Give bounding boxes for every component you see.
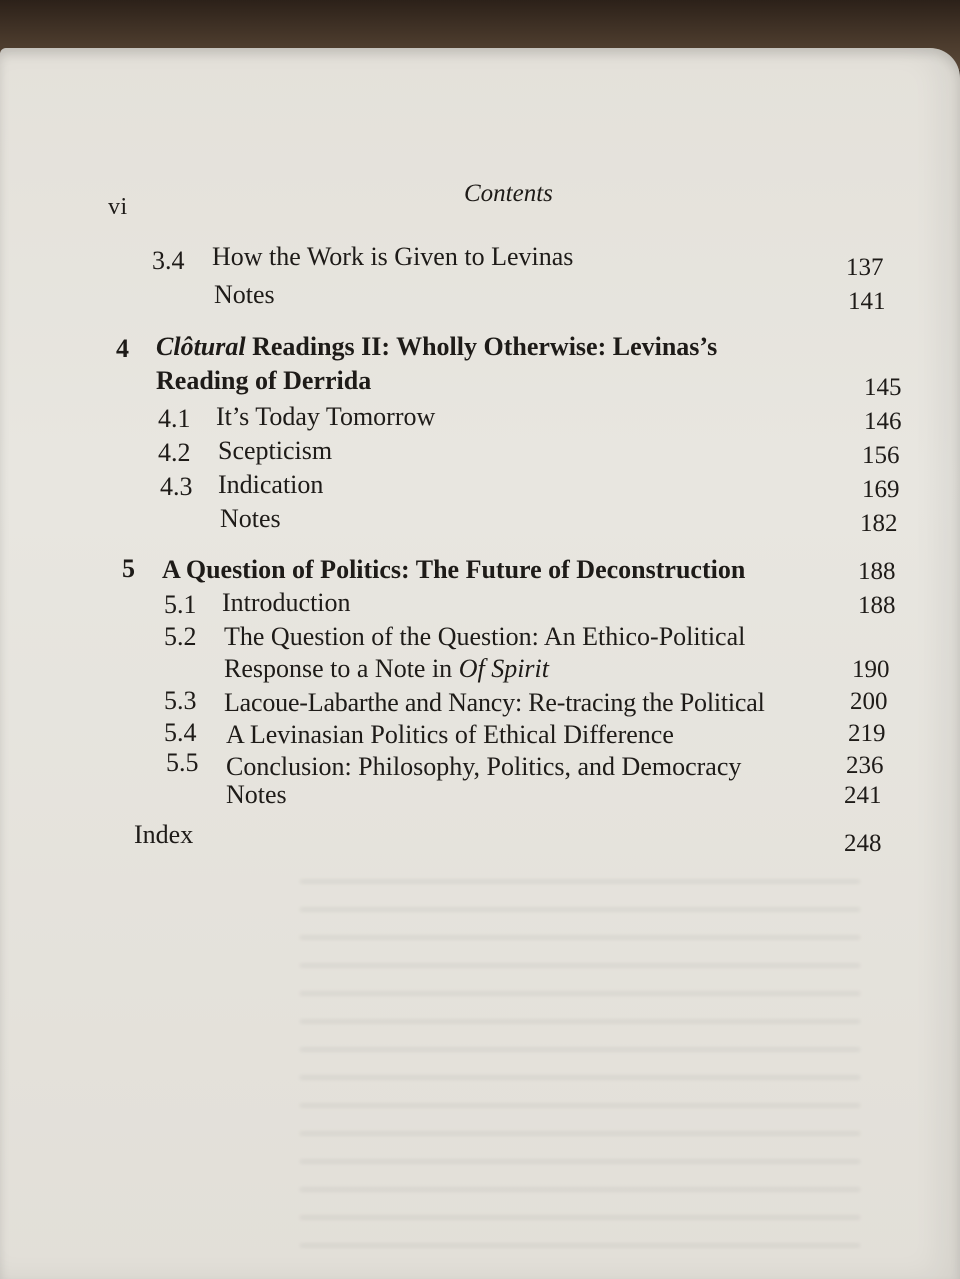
toc-index-title: Index: [134, 820, 194, 849]
toc-section-title: Introduction: [222, 588, 351, 617]
toc-chapter-title: A Question of Politics: The Future of Deconstruction: [162, 555, 746, 584]
toc-section-title: Scepticism: [218, 436, 333, 465]
toc-page-number: 182: [860, 510, 898, 537]
toc-chapter-title-line2: Reading of Derrida: [156, 366, 372, 395]
toc-section-number: 5.4: [164, 718, 197, 747]
toc-page-number: 145: [864, 374, 902, 401]
page-number-folio: vi: [108, 194, 128, 220]
toc-notes-title: Notes: [214, 280, 275, 309]
toc-page-number: 190: [852, 656, 890, 683]
toc-page-number: 241: [844, 782, 882, 809]
toc-chapter-number: 5: [122, 554, 135, 583]
toc-section-title-line2: [224, 654, 549, 684]
toc-section-number: 5.1: [164, 590, 197, 619]
toc-section-number: 4.2: [158, 438, 191, 467]
toc-section-number: 4.1: [158, 404, 191, 433]
toc-section-title: How the Work is Given to Levinas: [212, 242, 574, 271]
toc-page-number: 188: [858, 558, 896, 585]
toc-page-number: 236: [846, 752, 884, 779]
toc-page-number: 169: [862, 476, 900, 503]
toc-page-number: 200: [850, 688, 888, 715]
toc-page-number: 188: [858, 592, 896, 619]
toc-chapter-title: [156, 332, 717, 362]
toc-section-title: The Question of the Question: An Ethico-Political: [224, 622, 746, 651]
toc-section-title: Lacoue-Labarthe and Nancy: Re-tracing the Political: [224, 688, 765, 717]
toc-chapter-title-rest: Readings II: Wholly Otherwise: Levinas’s: [245, 332, 718, 361]
toc-section-number: 3.4: [152, 246, 185, 275]
toc-page-number: 248: [844, 830, 882, 857]
toc-chapter-number: 4: [116, 334, 129, 363]
toc-page-number: 156: [862, 442, 900, 469]
toc-page-number: 137: [846, 254, 884, 281]
toc-page-number: 219: [848, 720, 886, 747]
toc-section-number: 4.3: [160, 472, 193, 501]
toc-notes-title: Notes: [226, 780, 287, 809]
toc-section-number: 5.3: [164, 686, 197, 715]
toc-section-title: It’s Today Tomorrow: [216, 402, 436, 431]
toc-section-title: Conclusion: Philosophy, Politics, and Democracy: [226, 752, 742, 781]
running-head: Contents: [464, 180, 553, 207]
toc-section-number: 5.5: [166, 748, 199, 777]
toc-page-number: 141: [848, 288, 886, 315]
toc-section-title-italic: Of Spirit: [458, 654, 549, 683]
toc-section-title: A Levinasian Politics of Ethical Difference: [226, 720, 674, 749]
show-through-text: [300, 880, 860, 1260]
toc-page-number: 146: [864, 408, 902, 435]
toc-section-number: 5.2: [164, 622, 197, 651]
toc-notes-title: Notes: [220, 504, 281, 533]
toc-chapter-title-italic: Clôtural: [156, 332, 246, 361]
toc-section-title-line2-text: Response to a Note in: [224, 654, 459, 683]
toc-section-title: Indication: [218, 470, 324, 499]
